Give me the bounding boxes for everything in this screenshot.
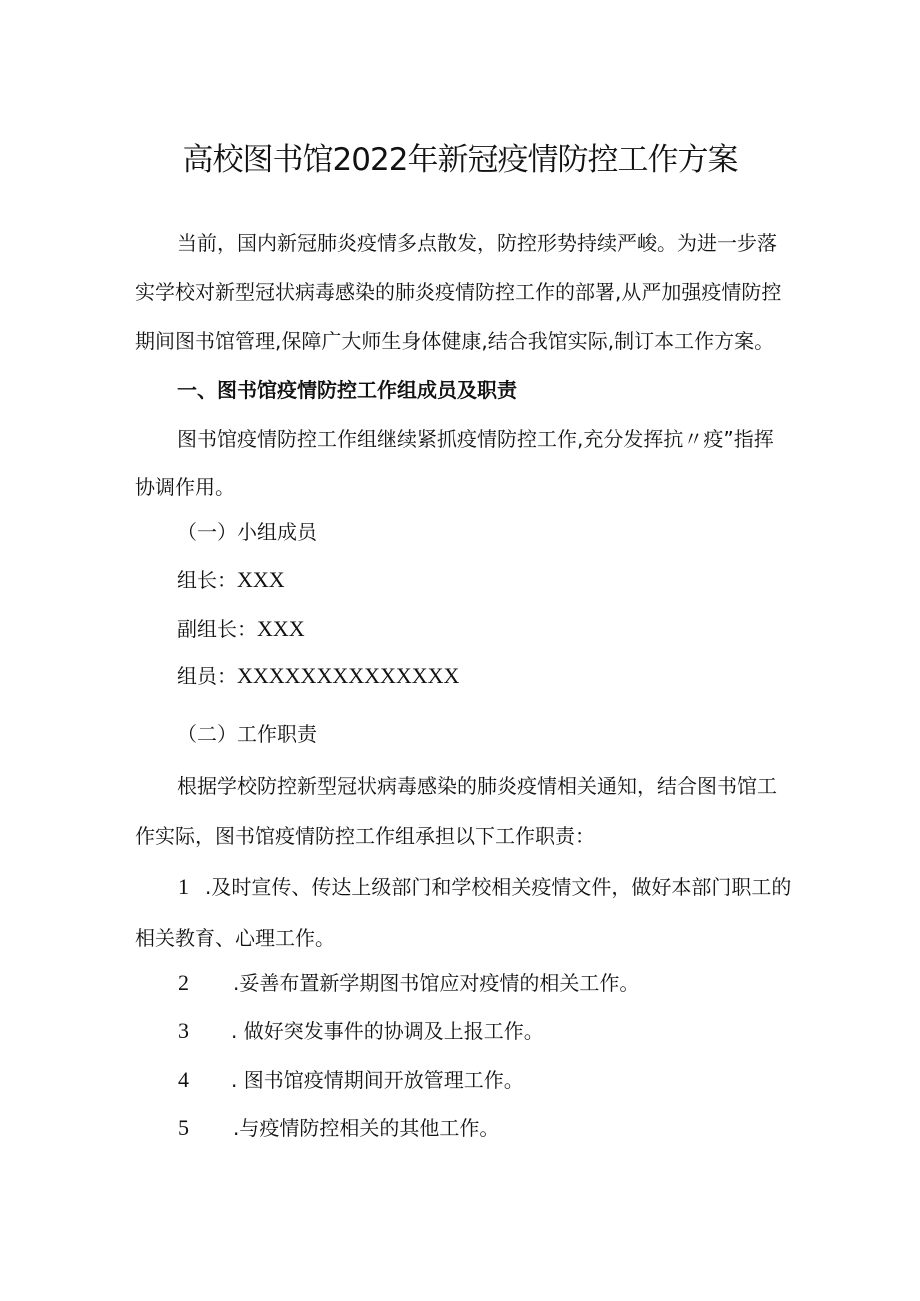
- member-line: [177, 661, 459, 691]
- leader-value: XXX: [237, 567, 285, 592]
- duty-item-text: . 做好突发事件的协调及上报工作。: [231, 1019, 544, 1043]
- duty-item-number: 3: [178, 1018, 189, 1043]
- duty-item-number: 4: [178, 1067, 189, 1092]
- duty-item-text: .妥善布置新学期图书馆应对疫情的相关工作。: [233, 971, 640, 995]
- deputy-line: [177, 614, 305, 644]
- duty-item-3: [178, 1016, 544, 1046]
- duties-para-line-2: 作实际，图书馆疫情防控工作组承担以下工作职责：: [135, 824, 595, 848]
- duty-item-5: [178, 1113, 499, 1143]
- duties-para-line-1: 根据学校防控新型冠状病毒感染的肺炎疫情相关通知，结合图书馆工: [177, 774, 777, 798]
- duty-item-number: 2: [178, 970, 189, 995]
- section1-para-line-2: 协调作用。: [135, 475, 235, 499]
- intro-line-2: 实学校对新型冠状病毒感染的肺炎疫情防控工作的部署,从严加强疫情防控: [135, 280, 782, 304]
- duty-item-1: [178, 872, 791, 902]
- leader-line: [177, 565, 285, 595]
- subsection-heading-duties: （二）工作职责: [177, 722, 317, 746]
- duty-item-1-continuation: 相关教育、心理工作。: [135, 926, 335, 950]
- member-label: 组员：: [177, 664, 237, 688]
- deputy-label: 副组长：: [177, 617, 257, 641]
- deputy-value: XXX: [257, 616, 305, 641]
- section-heading-1: 一、图书馆疫情防控工作组成员及职责: [177, 378, 517, 402]
- intro-line-3: 期间图书馆管理,保障广大师生身体健康,结合我馆实际,制订本工作方案。: [135, 329, 775, 353]
- duty-item-2: [178, 968, 639, 998]
- duty-item-4: [178, 1065, 524, 1095]
- duty-item-number: 1: [178, 874, 189, 899]
- subsection-heading-members: （一）小组成员: [177, 520, 317, 544]
- duty-item-number: 5: [178, 1115, 189, 1140]
- intro-line-1: 当前，国内新冠肺炎疫情多点散发，防控形势持续严峻。为进一步落: [177, 231, 777, 255]
- duty-item-text: .及时宣传、传达上级部门和学校相关疫情文件，做好本部门职工的: [205, 875, 792, 899]
- duty-item-text: .与疫情防控相关的其他工作。: [233, 1116, 500, 1140]
- section1-para-line-1: 图书馆疫情防控工作组继续紧抓疫情防控工作,充分发挥抗〃疫”指挥: [177, 427, 774, 451]
- leader-label: 组长：: [177, 568, 237, 592]
- document-title: 高校图书馆2022年新冠疫情防控工作方案: [182, 142, 738, 178]
- duty-item-text: . 图书馆疫情期间开放管理工作。: [231, 1068, 524, 1092]
- member-value: XXXXXXXXXXXXXX: [237, 663, 460, 688]
